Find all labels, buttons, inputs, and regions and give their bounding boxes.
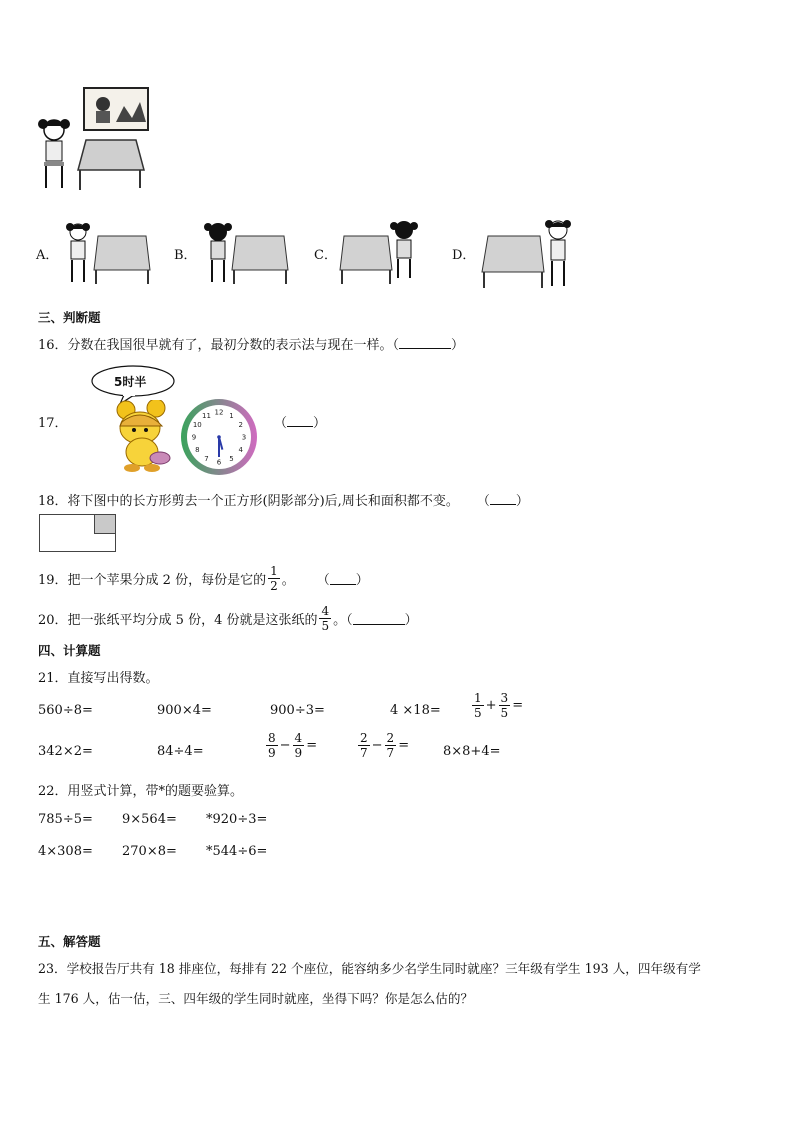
clock-number: 2 — [238, 421, 243, 429]
girl-back-to-desk-illustration — [200, 218, 292, 288]
clock-number: 3 — [241, 433, 247, 442]
calc-item: 560÷8= — [38, 703, 93, 718]
q15-scene-illustration — [36, 84, 166, 196]
vertical-calc-item: 4×308= — [38, 844, 93, 859]
question-19-text: 19．把一个苹果分成 2 份，每份是它的 — [38, 572, 267, 588]
clock-number: 7 — [204, 455, 209, 464]
question-23-line-1: 23．学校报告厅共有 18 排座位，每排有 22 个座位，能容纳多少名学生同时就座？三年级有学生 193 人，四年级有学 — [38, 961, 701, 976]
question-17-number: 17． — [38, 416, 68, 431]
rectangle-figure — [39, 514, 115, 552]
desk-then-girl-front-illustration — [478, 216, 578, 292]
clock-number: 8 — [195, 446, 200, 454]
question-20 — [38, 600, 418, 636]
paren-open: 。（ — [333, 612, 353, 628]
section-heading-word-problems: 五、解答题 — [38, 934, 101, 949]
section-heading-calculation: 四、计算题 — [38, 643, 101, 658]
paren-open: （ — [316, 572, 330, 588]
question-16 — [38, 334, 464, 353]
question-17-answer — [274, 412, 326, 431]
clock-number: 1 — [229, 411, 234, 420]
vertical-calc-item: 9×564= — [122, 812, 177, 827]
question-18-text: 18．将下图中的长方形剪去一个正方形(阴影部分)后,周长和面积都不变。 — [38, 494, 459, 509]
paren-close: ） — [355, 572, 369, 588]
desk-then-girl-back-illustration — [338, 218, 430, 288]
question-18 — [38, 490, 529, 509]
question-16-text: 16．分数在我国很早就有了，最初分数的表示法与现在一样。（ — [38, 338, 400, 353]
calc-item-fraction-sum: $\frac{1}{5}$ + $\frac{3}{5}$ = — [474, 691, 524, 720]
option-label: C． — [314, 248, 337, 263]
clock-number: 6 — [216, 458, 222, 467]
clock-number: 12 — [214, 408, 224, 417]
vertical-calc-item: 270×8= — [122, 844, 177, 859]
mouse-character-illustration — [112, 400, 180, 472]
paren-close: ） — [313, 416, 327, 431]
fraction: $\frac{4}{5}$ — [321, 603, 330, 633]
option-label: D． — [452, 248, 476, 263]
calc-item: 84÷4= — [157, 744, 204, 759]
q15-option-b[interactable] — [174, 218, 294, 292]
answer-blank[interactable] — [287, 414, 313, 427]
q15-option-a[interactable] — [36, 218, 156, 292]
vertical-calc-item: *544÷6= — [206, 844, 268, 859]
option-label: A． — [36, 248, 59, 263]
clock-number: 11 — [202, 411, 211, 420]
answer-blank[interactable] — [490, 492, 516, 505]
paren-close: ） — [404, 612, 418, 628]
period: 。 — [281, 572, 295, 588]
question-19 — [38, 560, 369, 596]
paren-close: ） — [515, 494, 529, 509]
option-label: B． — [174, 248, 197, 263]
paren-close: ） — [451, 338, 465, 353]
q15-option-c[interactable] — [314, 218, 434, 292]
paren-open: （ — [476, 494, 490, 509]
calc-item: 900÷3= — [270, 703, 325, 718]
calc-item: 4 ×18= — [390, 703, 441, 718]
clock-number: 10 — [192, 421, 202, 429]
question-22-text: 22．用竖式计算，带*的题要验算。 — [38, 784, 244, 799]
vertical-calc-item: *920÷3= — [206, 812, 268, 827]
vertical-calc-item: 785÷5= — [38, 812, 93, 827]
calc-item-fraction-diff: $\frac{2}{7}$ − $\frac{2}{7}$ = — [360, 731, 410, 760]
speech-bubble — [90, 364, 176, 400]
answer-blank[interactable] — [399, 336, 451, 349]
clock-illustration — [178, 396, 260, 478]
clock-number: 4 — [238, 446, 243, 454]
question-23-line-2: 生 176 人，估一估，三、四年级的学生同时就座，坐得下吗？你是怎么估的？ — [38, 991, 474, 1006]
q15-option-d[interactable] — [452, 216, 582, 294]
calc-item: 342×2= — [38, 744, 93, 759]
speech-bubble-text: 5时半 — [114, 375, 147, 389]
question-21-text: 21．直接写出得数。 — [38, 671, 159, 686]
paren-open: （ — [274, 416, 288, 431]
fraction: $\frac{1}{2}$ — [270, 563, 278, 593]
girl-front-of-desk-illustration — [62, 218, 154, 288]
section-heading-judgement: 三、判断题 — [38, 310, 101, 325]
answer-blank[interactable] — [330, 572, 356, 585]
calc-item: 900×4= — [157, 703, 212, 718]
answer-blank[interactable] — [353, 612, 405, 625]
clock-number: 5 — [229, 455, 234, 464]
calc-item-fraction-diff: $\frac{8}{9}$ − $\frac{4}{9}$ = — [268, 731, 318, 760]
clock-number: 9 — [191, 433, 197, 442]
calc-item: 8×8+4= — [443, 744, 501, 759]
question-20-text: 20．把一张纸平均分成 5 份，4 份就是这张纸的 — [38, 612, 318, 628]
